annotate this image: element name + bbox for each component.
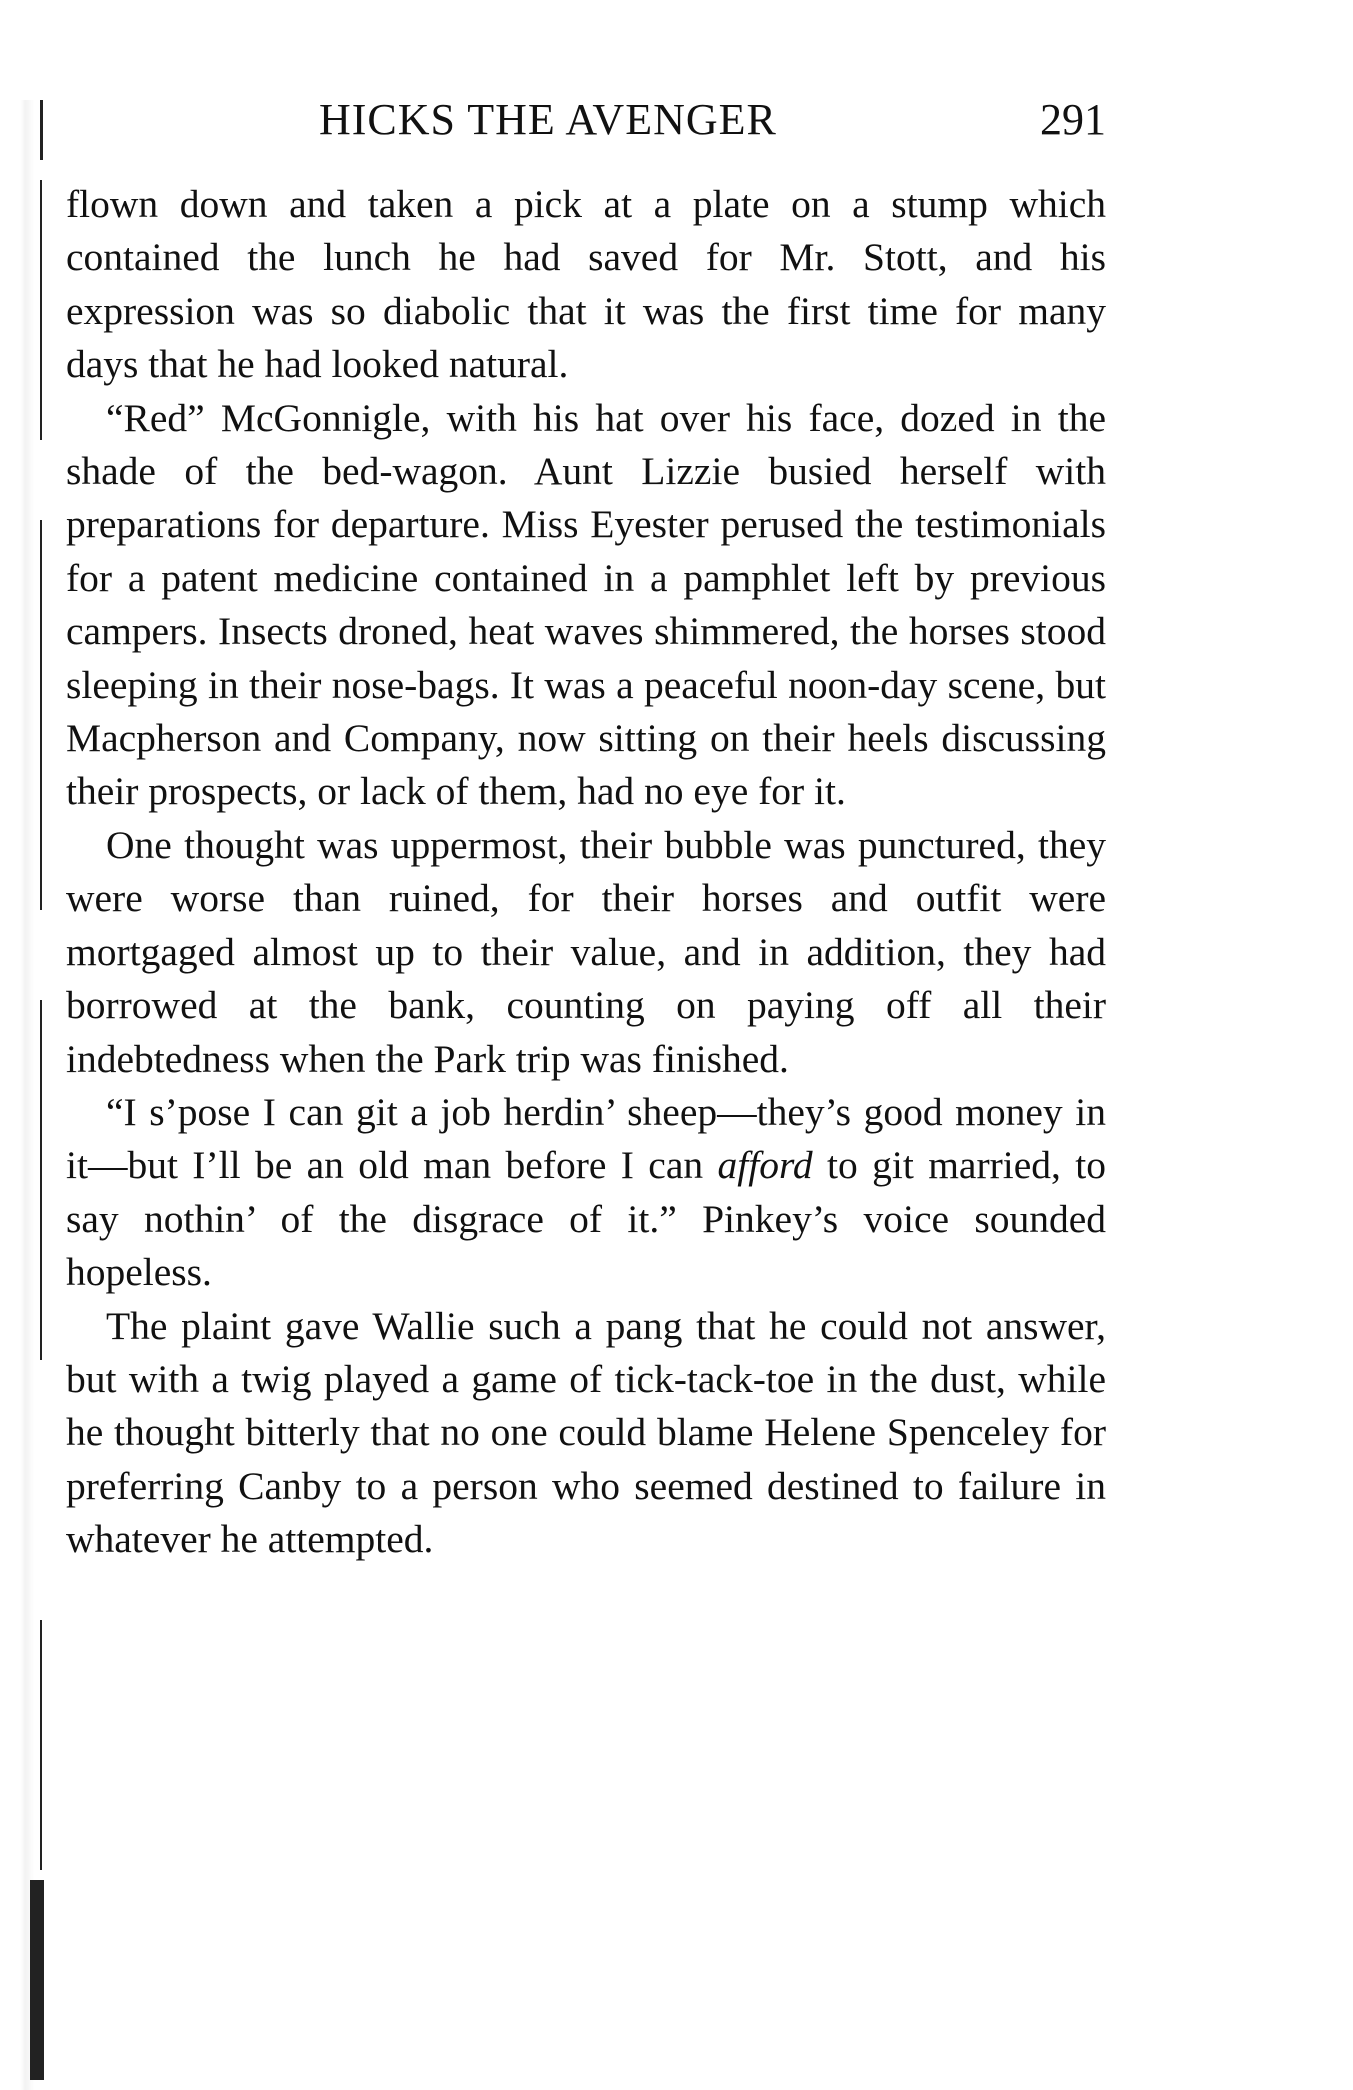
paragraph-5: The plaint gave Wallie such a pang that he could not answer, but with a twig played a game of tick-tack-toe in the dust, while he thought bitterly that no one could blame Helene Spenceley for preferring Canby to a person who seemed destined to failure in whatever he attempted. (66, 1303, 1106, 1562)
paragraph-2: “Red” McGonnigle, with his hat over his face, dozed in the shade of the bed-wagon. Aunt Lizzie busied herself with preparations for departure. Miss Eyester perused the testimonials for a patent medicine contained in a pamphlet left by previous campers. Insects droned, heat waves shimmered, the horses stood sleeping in their nose-bags. It was a peaceful noon-day scene, but Macpherson and Company, now sitting on their heels discussing their prospects, or lack of them, had no eye for it. (66, 395, 1106, 814)
gutter-edge (40, 180, 42, 440)
gutter-edge (40, 1000, 42, 1360)
paragraph-4-text-before: “I s’pose I can git a job herdin’ sheep—they’s good money in it—but I’ll be an old man before I can (66, 1089, 1106, 1188)
gutter-shadow (20, 100, 34, 2090)
paragraph-4-text-after: to git married, to say nothin’ of the disgrace of it.” Pinkey’s voice sounded hopeless. (66, 1143, 1106, 1295)
gutter-edge (40, 520, 42, 910)
gutter-edge (40, 100, 43, 160)
paragraph-3: One thought was uppermost, their bubble was punctured, they were worse than ruined, for their horses and outfit were mortgaged almost up to their value, and in addition, they had borrowed at the bank, counting on paying off all their indebtedness when the Park trip was finished. (66, 822, 1106, 1081)
paragraph-1: flown down and taken a pick at a plate on a stump which contained the lunch he had saved for Mr. Stott, and his expression was so diabolic that it was the first time for many days that he had looked natural. (66, 182, 1106, 387)
gutter-edge (30, 1880, 44, 2080)
page-number: 291 (1040, 95, 1106, 144)
page-header (66, 88, 1106, 148)
gutter-edge (40, 1620, 42, 1870)
running-head: HICKS THE AVENGER (319, 95, 777, 144)
body-text (66, 178, 1106, 1567)
paragraph-4-emphasis: afford (717, 1143, 813, 1188)
paragraph-4 (66, 1086, 1106, 1300)
